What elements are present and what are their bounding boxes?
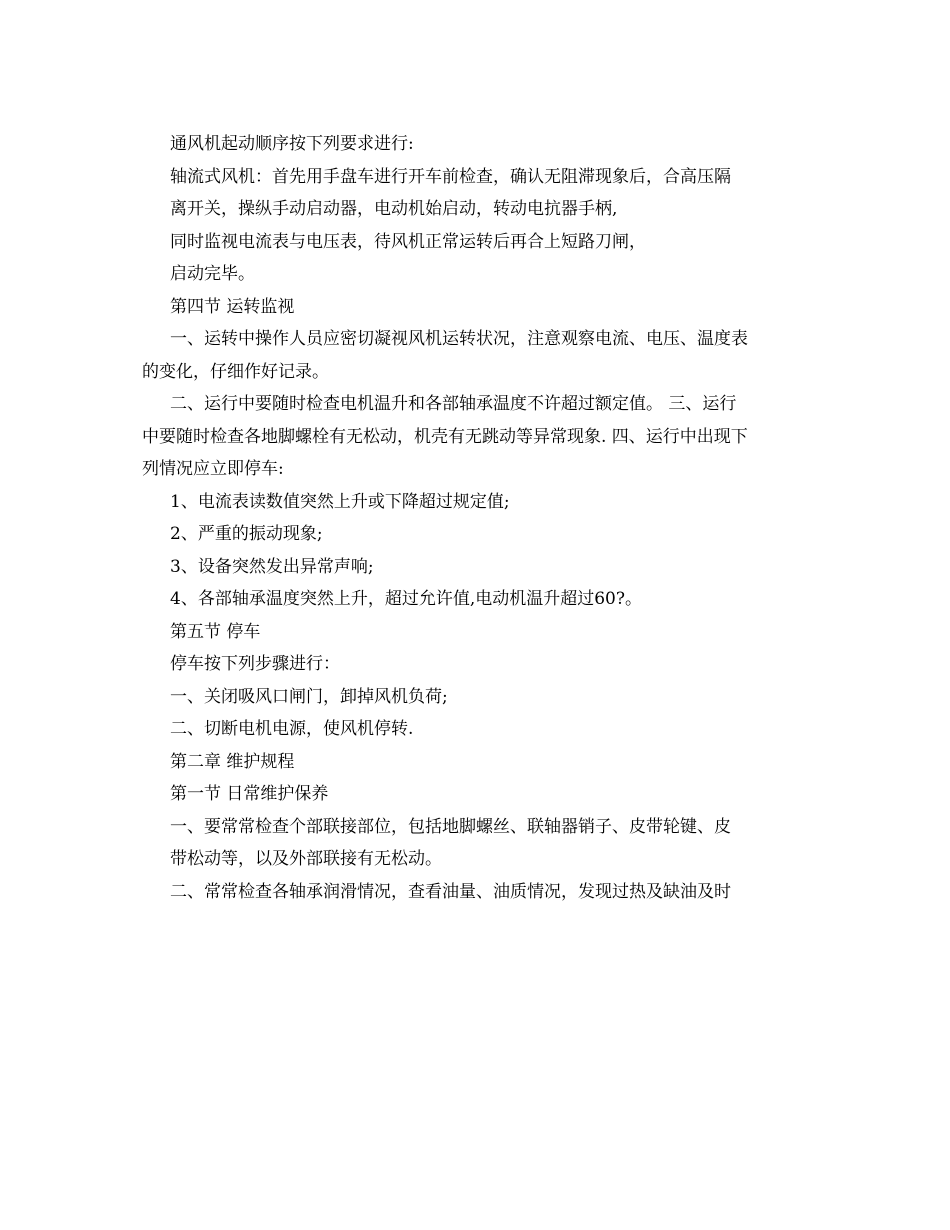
list-item-4: 4、各部轴承温度突然上升，超过允许值,电动机温升超过60?。 [170,589,642,609]
text-line-9: 二、运行中要随时检查电机温升和各部轴承温度不许超过额定值。 三、运行 [170,394,737,414]
section-heading-5: 第五节 停车 [170,621,261,642]
section-heading-1: 第一节 日常维护保养 [170,784,329,804]
list-item-1: 1、电流表读数值突然上升或下降超过规定值; [170,491,510,512]
text-line-2: 轴流式风机：首先用手盘车进行开车前检查，确认无阻滞现象后，合高压隔 [170,166,731,187]
text-line-22: 一、要常常检查个部联接部位，包括地脚螺丝、联轴器销子、皮带轮键、皮 [170,816,731,837]
text-line-8: 的变化，仔细作好记录。 [142,361,329,382]
text-line-3: 离开关，操纵手动启动器，电动机始启动，转动电抗器手柄, [170,199,618,219]
text-line-10: 中要随时检查各地脚螺栓有无松动，机壳有无跳动等异常现象. 四、运行中出现下 [142,426,748,447]
text-line-1: 通风机起动顺序按下列要求进行: [170,134,414,154]
text-line-23: 带松动等，以及外部联接有无松动。 [170,849,442,869]
text-line-18: 一、关闭吸风口闸门，卸掉风机负荷; [170,686,448,707]
document-body [142,128,812,908]
text-line-7: 一、运转中操作人员应密切凝视风机运转状况，注意观察电流、电压、温度表 [170,329,748,349]
text-line-19: 二、切断电机电源，使风机停转. [170,719,414,739]
text-line-24: 二、常常检查各轴承润滑情况，查看油量、油质情况，发现过热及缺油及时 [170,881,731,902]
text-line-4: 同时监视电流表与电压表，待风机正常运转后再合上短路刀闸， [170,231,646,252]
section-heading-4: 第四节 运转监视 [170,296,295,317]
text-line-5: 启动完毕。 [170,264,255,284]
text-line-17: 停车按下列步骤进行： [170,654,340,674]
list-item-2: 2、严重的振动现象; [170,524,323,544]
text-line-11: 列情况应立即停车: [142,459,284,479]
chapter-heading-2: 第二章 维护规程 [170,751,295,772]
list-item-3: 3、设备突然发出异常声响; [170,556,374,577]
